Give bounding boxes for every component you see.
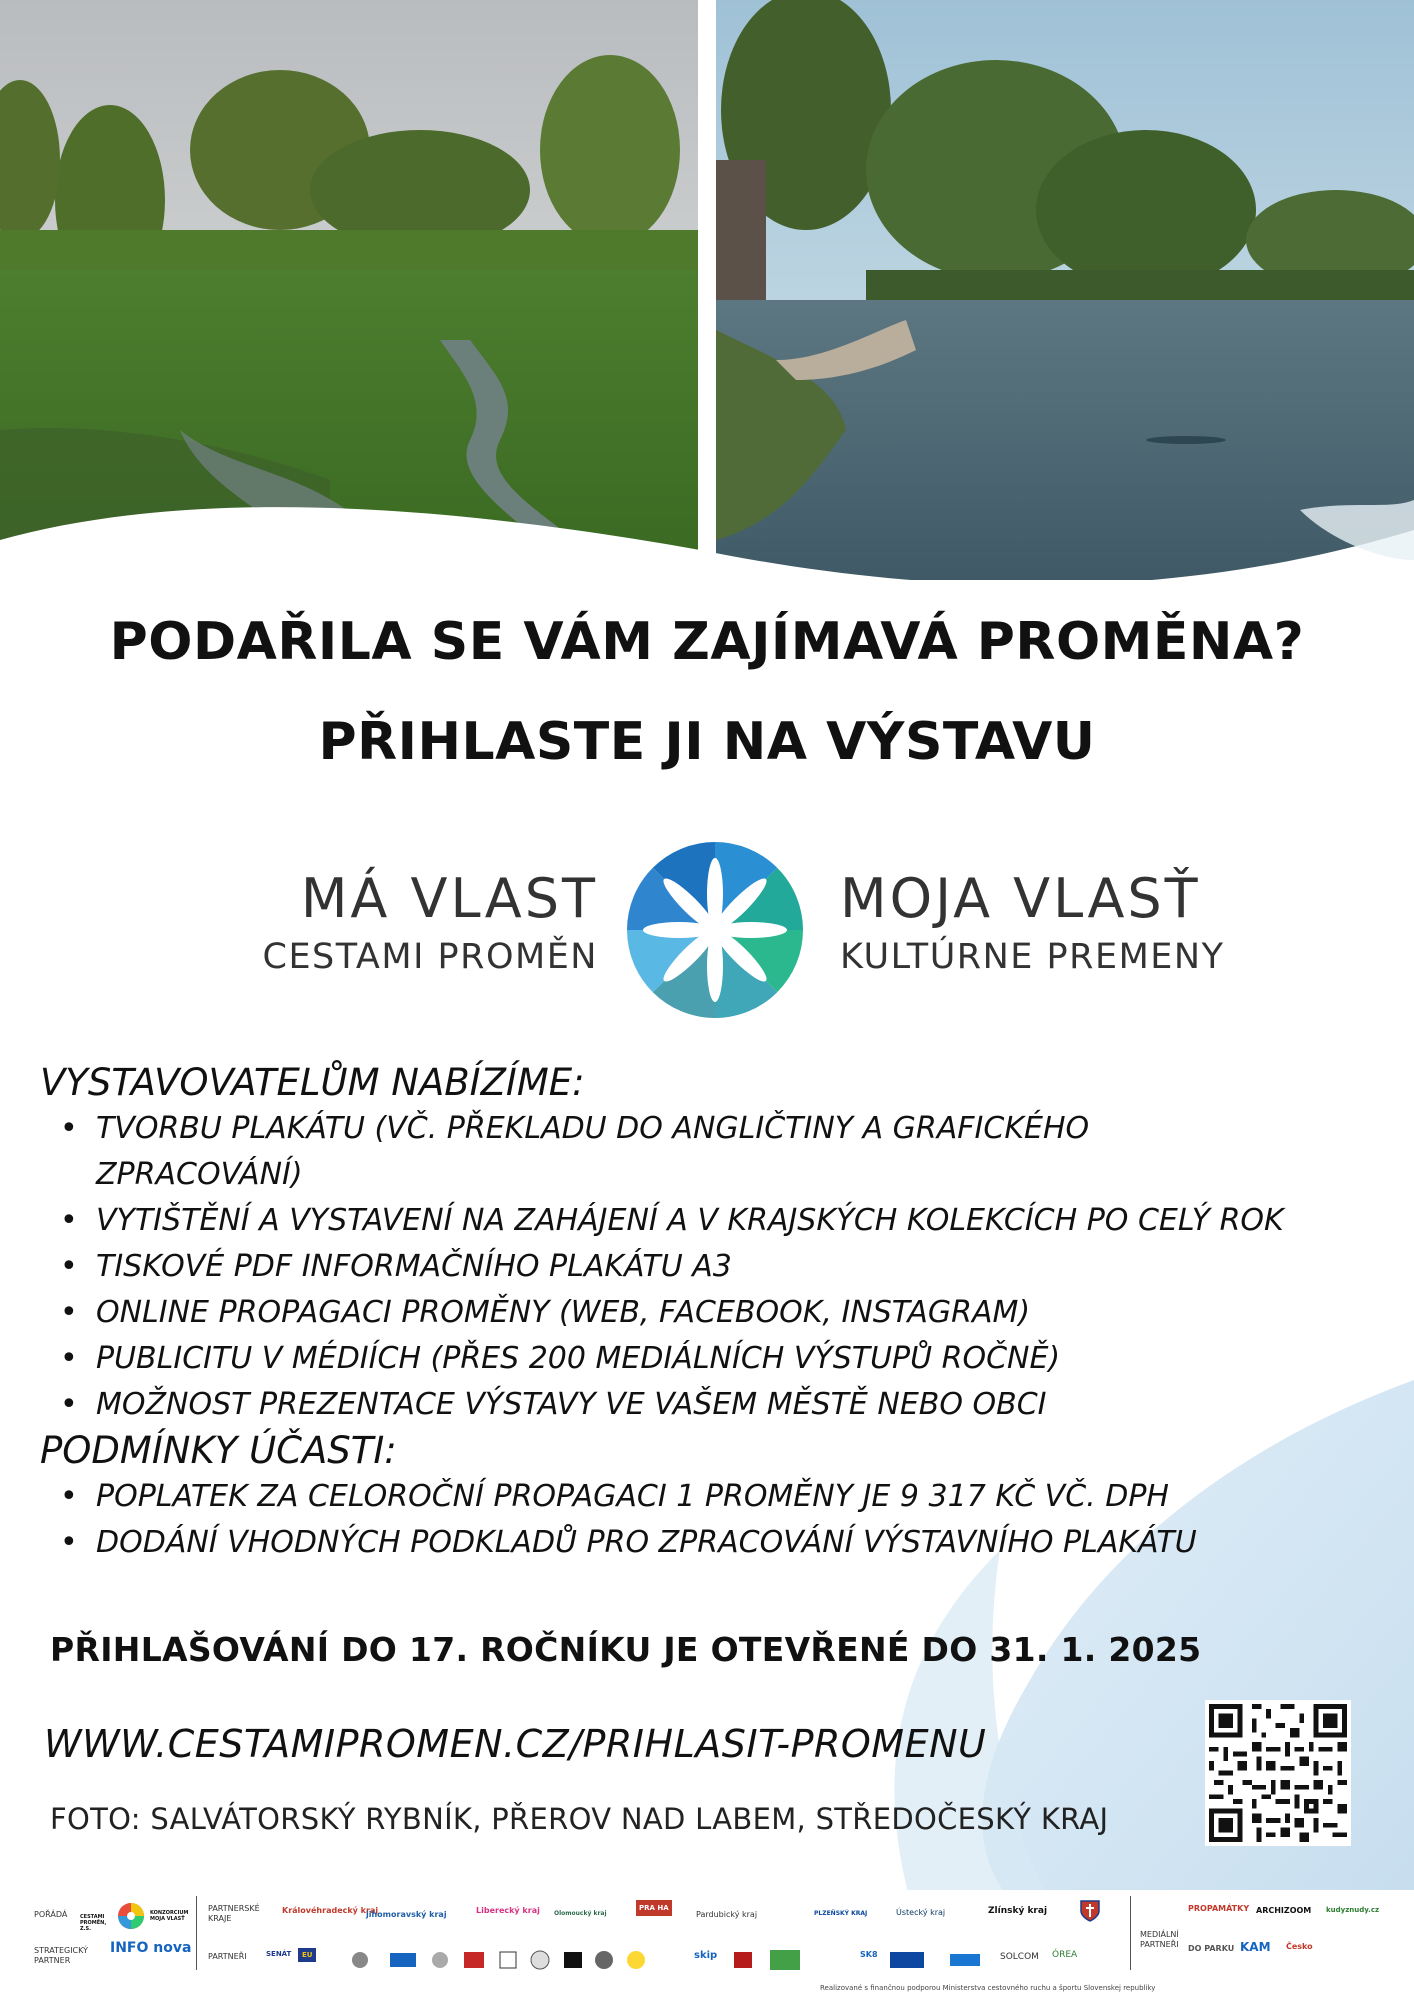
region-logo: Ústecký kraj: [896, 1908, 946, 1917]
region-logo: jihomoravský kraj: [366, 1910, 447, 1919]
offer-item-text-continued: ZPRACOVÁNÍ): [96, 1157, 303, 1192]
list-item: • ONLINE PROPAGACI PROMĚNY (WEB, FACEBOOK, INSTAGRAM): [40, 1290, 1400, 1336]
qr-code-icon: [1209, 1704, 1347, 1842]
media-logo: kudyznudy.cz: [1326, 1906, 1380, 1914]
organizer-logo2-text: KONZORCIUM MOJA VLASŤ: [150, 1910, 189, 1922]
region-logo: Olomoucký kraj: [554, 1910, 607, 1917]
label-strategic: STRATEGICKÝ PARTNER: [34, 1946, 88, 1965]
list-item: • PUBLICITU V MÉDIÍCH (PŘES 200 MEDIÁLNÍCH VÝSTUPŮ ROČNĚ): [40, 1336, 1400, 1382]
logo-left-text: [262, 867, 599, 977]
list-item: • MOŽNOST PREZENTACE VÝSTAVY VE VAŠEM MĚSTĚ NEBO OBCI: [40, 1382, 1400, 1428]
registration-deadline: PŘIHLAŠOVÁNÍ DO 17. ROČNÍKU JE OTEVŘENÉ DO 31. 1. 2025: [50, 1630, 1202, 1669]
divider: [196, 1896, 197, 1970]
offer-list: [40, 1106, 1400, 1428]
partner-logo: SK8: [860, 1950, 878, 1959]
wave-divider: [0, 470, 1414, 610]
logo-right-title: MOJA VLASŤ: [840, 867, 1201, 930]
funding-footnote: Realizované s finančnou podporou Ministerstva cestovného ruchu a športu Slovenskej republiky: [820, 1984, 1156, 1992]
partner-logo: SENÁT: [266, 1950, 292, 1958]
project-logo: [0, 840, 1414, 1030]
region-logo: Liberecký kraj: [476, 1906, 540, 1915]
partner-logo: EU: [298, 1948, 316, 1962]
photo-credit: FOTO: SALVÁTORSKÝ RYBNÍK, PŘEROV NAD LABEM, STŘEDOČESKÝ KRAJ: [50, 1802, 1109, 1836]
organizer-logo-text: CESTAMI PROMĚN, Z.S.: [80, 1914, 107, 1932]
flower-logo-icon: [625, 840, 805, 1020]
offer-item-text: • TVORBU PLAKÁTU (VČ. PŘEKLADU DO ANGLIČTINY A GRAFICKÉHO: [96, 1111, 1090, 1146]
registration-link[interactable]: WWW.CESTAMIPROMEN.CZ/PRIHLASIT-PROMENU: [44, 1722, 987, 1766]
list-item: • VYTIŠTĚNÍ A VYSTAVENÍ NA ZAHÁJENÍ A V KRAJSKÝCH KOLEKCÍCH PO CELÝ ROK: [40, 1198, 1400, 1244]
partner-logo: SOLCOM: [1000, 1952, 1039, 1962]
strategic-partner-logo: INFO nova: [110, 1940, 192, 1956]
media-logo: PROPAMÁTKY: [1188, 1904, 1250, 1913]
media-logo: KAM: [1240, 1940, 1271, 1954]
media-logo: ARCHIZOOM: [1256, 1906, 1312, 1915]
partner-logos-row: [350, 1948, 990, 1972]
info-content: [40, 1060, 1400, 1566]
logo-left-subtitle: CESTAMI PROMĚN: [262, 937, 598, 977]
label-regions: PARTNERSKÉ KRAJE: [208, 1904, 260, 1923]
headline-question: PODAŘILA SE VÁM ZAJÍMAVÁ PROMĚNA?: [109, 612, 1305, 672]
list-item: [40, 1106, 1400, 1198]
logo-left-title: MÁ VLAST: [300, 867, 598, 930]
qr-code[interactable]: [1205, 1700, 1351, 1846]
conditions-list: [40, 1474, 1400, 1566]
media-logo: DO PARKU: [1188, 1944, 1235, 1953]
label-partners: PARTNEŘI: [208, 1952, 247, 1961]
headline-call-to-action: PŘIHLASTE JI NA VÝSTAVU: [318, 712, 1096, 772]
partner-logo: skip: [694, 1950, 718, 1961]
label-organizer: POŘÁDÁ: [34, 1910, 68, 1919]
divider: [1130, 1896, 1131, 1970]
region-logo: Pardubický kraj: [696, 1910, 758, 1919]
logo-right-text: [840, 867, 1225, 977]
coat-of-arms-icon: [1080, 1900, 1100, 1922]
partner-logo: ÓREA: [1052, 1950, 1078, 1960]
organizer-logo-icon: [117, 1902, 145, 1930]
offer-heading: VYSTAVOVATELŮM NABÍZÍME:: [40, 1061, 585, 1104]
conditions-heading: PODMÍNKY ÚČASTI:: [40, 1429, 397, 1472]
list-item: • DODÁNÍ VHODNÝCH PODKLADŮ PRO ZPRACOVÁNÍ VÝSTAVNÍHO PLAKÁTU: [40, 1520, 1400, 1566]
list-item: • POPLATEK ZA CELOROČNÍ PROPAGACI 1 PROMĚNY JE 9 317 KČ VČ. DPH: [40, 1474, 1400, 1520]
region-logo: Královéhradecký kraj: [282, 1906, 379, 1915]
region-logo: PLZEŇSKÝ KRAJ: [814, 1910, 868, 1917]
region-logo: PRA HA: [636, 1900, 672, 1916]
media-logo: Česko: [1286, 1942, 1313, 1951]
logo-right-subtitle: KULTÚRNE PREMENY: [840, 937, 1225, 977]
label-media: MEDIÁLNÍ PARTNEŘI: [1140, 1930, 1179, 1949]
sponsor-strip: [0, 1890, 1414, 2000]
region-logo: Zlínský kraj: [988, 1906, 1048, 1916]
list-item: • TISKOVÉ PDF INFORMAČNÍHO PLAKÁTU A3: [40, 1244, 1400, 1290]
